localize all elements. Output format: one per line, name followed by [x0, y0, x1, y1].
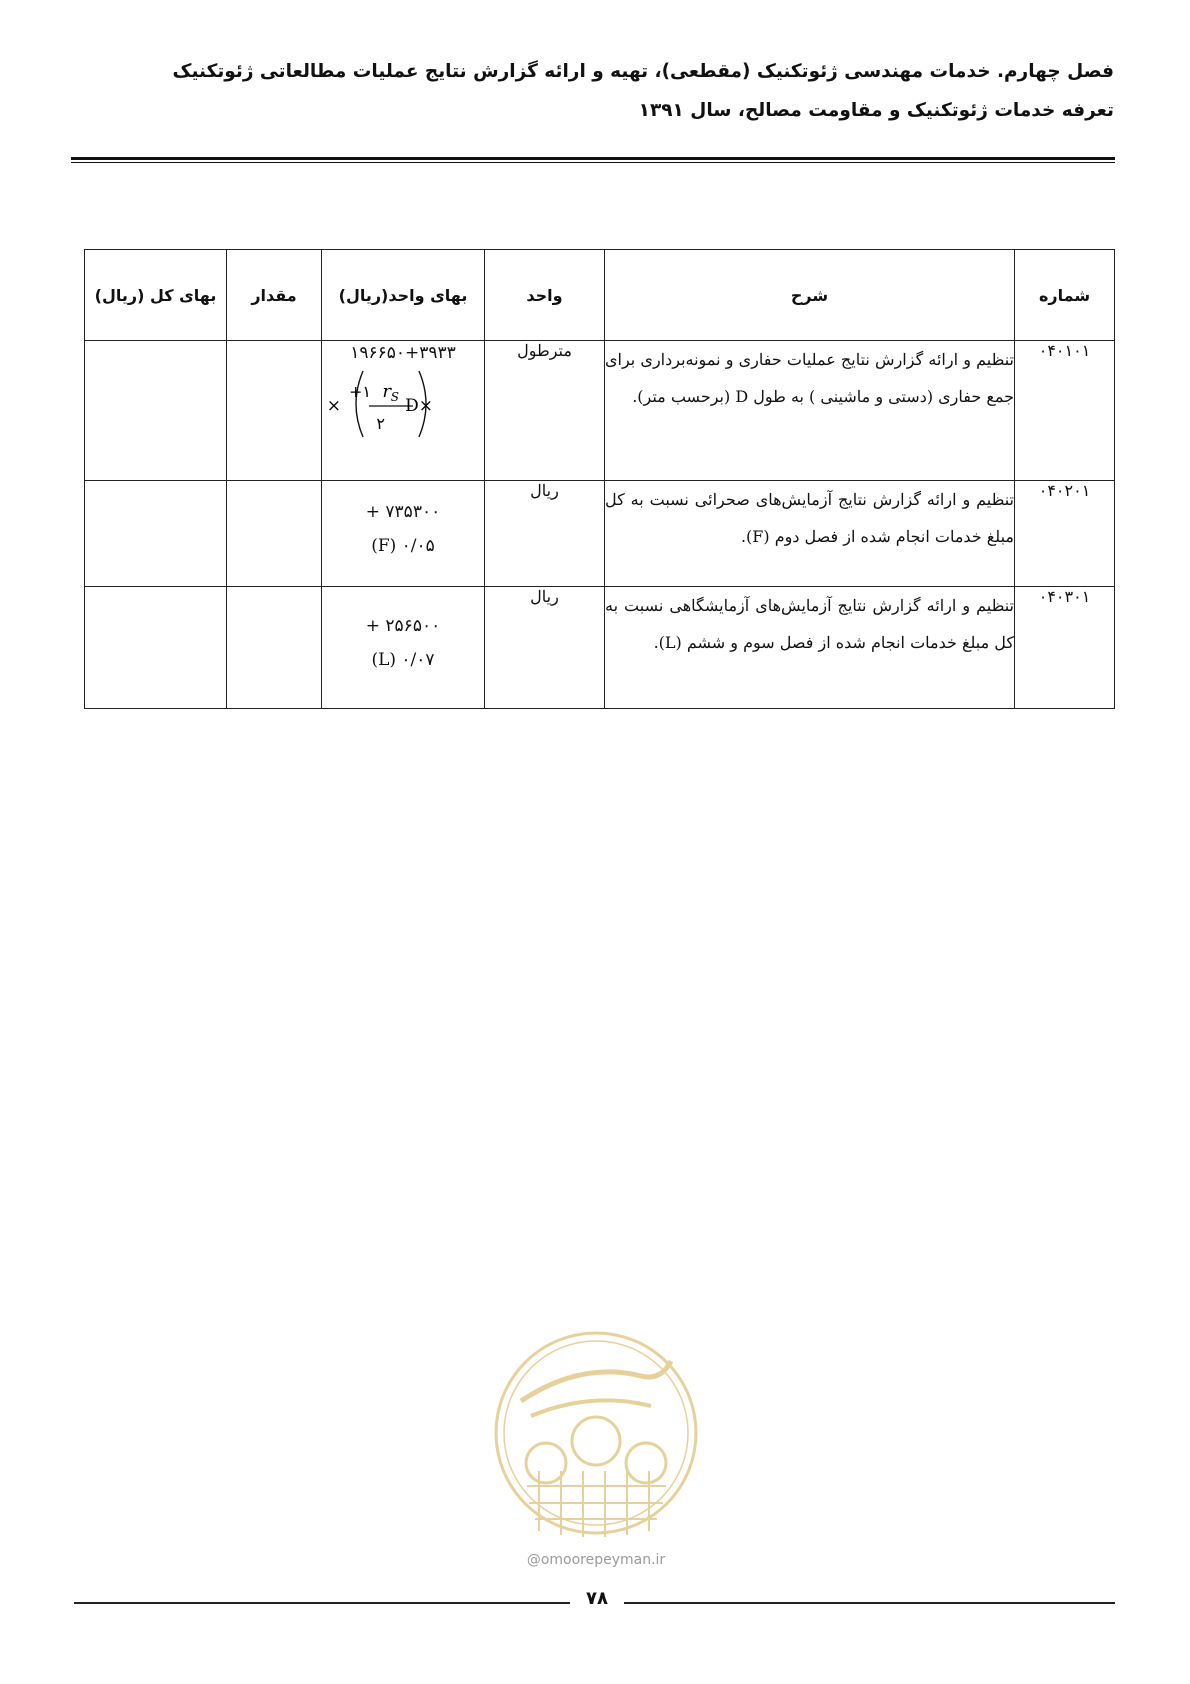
page-number: ۷۸: [586, 1588, 608, 1609]
item-number: ۰۴۰۲۰۱: [1015, 481, 1115, 587]
seal-url: @omoorepeyman.ir: [526, 1552, 666, 1568]
unit-price-rate: ۰/۰۷ (L): [371, 650, 435, 670]
unit-price-base: ۷۳۵۳۰۰ +: [365, 502, 441, 522]
tariff-table: [84, 249, 1115, 709]
item-unit: ریال: [485, 587, 605, 709]
footer-rule-right: [624, 1602, 1115, 1604]
document-title: تعرفه خدمات ژئوتکنیک و مقاومت مصالح، سال ۱۳۹۱: [638, 100, 1114, 121]
item-unit: مترطول: [485, 341, 605, 481]
item-total-price: [85, 481, 227, 587]
formula-numerator-sub: S: [390, 390, 399, 404]
unit-price-base: ۲۵۶۵۰۰ +: [365, 616, 441, 636]
omoorepeyman-seal-watermark: [491, 1321, 702, 1571]
header-description: شرح: [605, 250, 1015, 341]
table-row: [85, 481, 1115, 587]
item-description: تنظیم و ارائه گزارش نتایج عملیات حفاری و نمونه‌برداری برای جمع حفاری (دستی و ماشینی ) به طول D (برحسب متر).: [605, 341, 1015, 481]
item-unit-price: [322, 481, 485, 587]
header-rule-thick: [71, 157, 1115, 160]
item-unit: ریال: [485, 481, 605, 587]
item-quantity: [227, 341, 322, 481]
table-header-row: [85, 250, 1115, 341]
formula-numerator-one: ۱+: [349, 382, 371, 401]
unit-price-base: ۱۹۶۶۵۰+۳۹۳۳: [350, 343, 456, 363]
table-row: [85, 341, 1115, 481]
header-unit-price: بهای واحد(ریال): [322, 250, 485, 341]
table-row: [85, 587, 1115, 709]
item-description: تنظیم و ارائه گزارش نتایج آزمایش‌های صحرائی نسبت به کل مبلغ خدمات انجام شده از فصل دوم (F).: [605, 481, 1015, 587]
header-total-price: بهای کل (ریال): [85, 250, 227, 341]
chapter-title: فصل چهارم. خدمات مهندسی ژئوتکنیک (مقطعی)، تهیه و ارائه گزارش نتایج عملیات مطالعاتی ژئوتکنیک: [172, 61, 1114, 82]
item-total-price: [85, 587, 227, 709]
unit-price-rate: ۰/۰۵ (F): [371, 536, 435, 556]
item-number: ۰۴۰۳۰۱: [1015, 587, 1115, 709]
formula-times-left: ×: [326, 396, 341, 416]
formula-denominator: ۲: [376, 414, 385, 433]
item-quantity: [227, 587, 322, 709]
page-header: [74, 60, 1114, 138]
header-number: شماره: [1015, 250, 1115, 341]
header-unit: واحد: [485, 250, 605, 341]
header-rule-thin: [71, 162, 1115, 163]
item-unit-price: [322, 341, 485, 481]
item-unit-price: [322, 587, 485, 709]
item-total-price: [85, 341, 227, 481]
item-description: تنظیم و ارائه گزارش نتایج آزمایش‌های آزمایشگاهی نسبت به کل مبلغ خدمات انجام شده از فصل سوم و ششم (L).: [605, 587, 1015, 709]
unit-price-formula: [326, 367, 467, 441]
item-quantity: [227, 481, 322, 587]
item-number: ۰۴۰۱۰۱: [1015, 341, 1115, 481]
header-quantity: مقدار: [227, 250, 322, 341]
formula-numerator-var: r: [382, 381, 391, 402]
formula-times-right: ×D: [405, 396, 433, 416]
left-paren: [356, 371, 363, 437]
footer-rule-left: [74, 1602, 570, 1604]
